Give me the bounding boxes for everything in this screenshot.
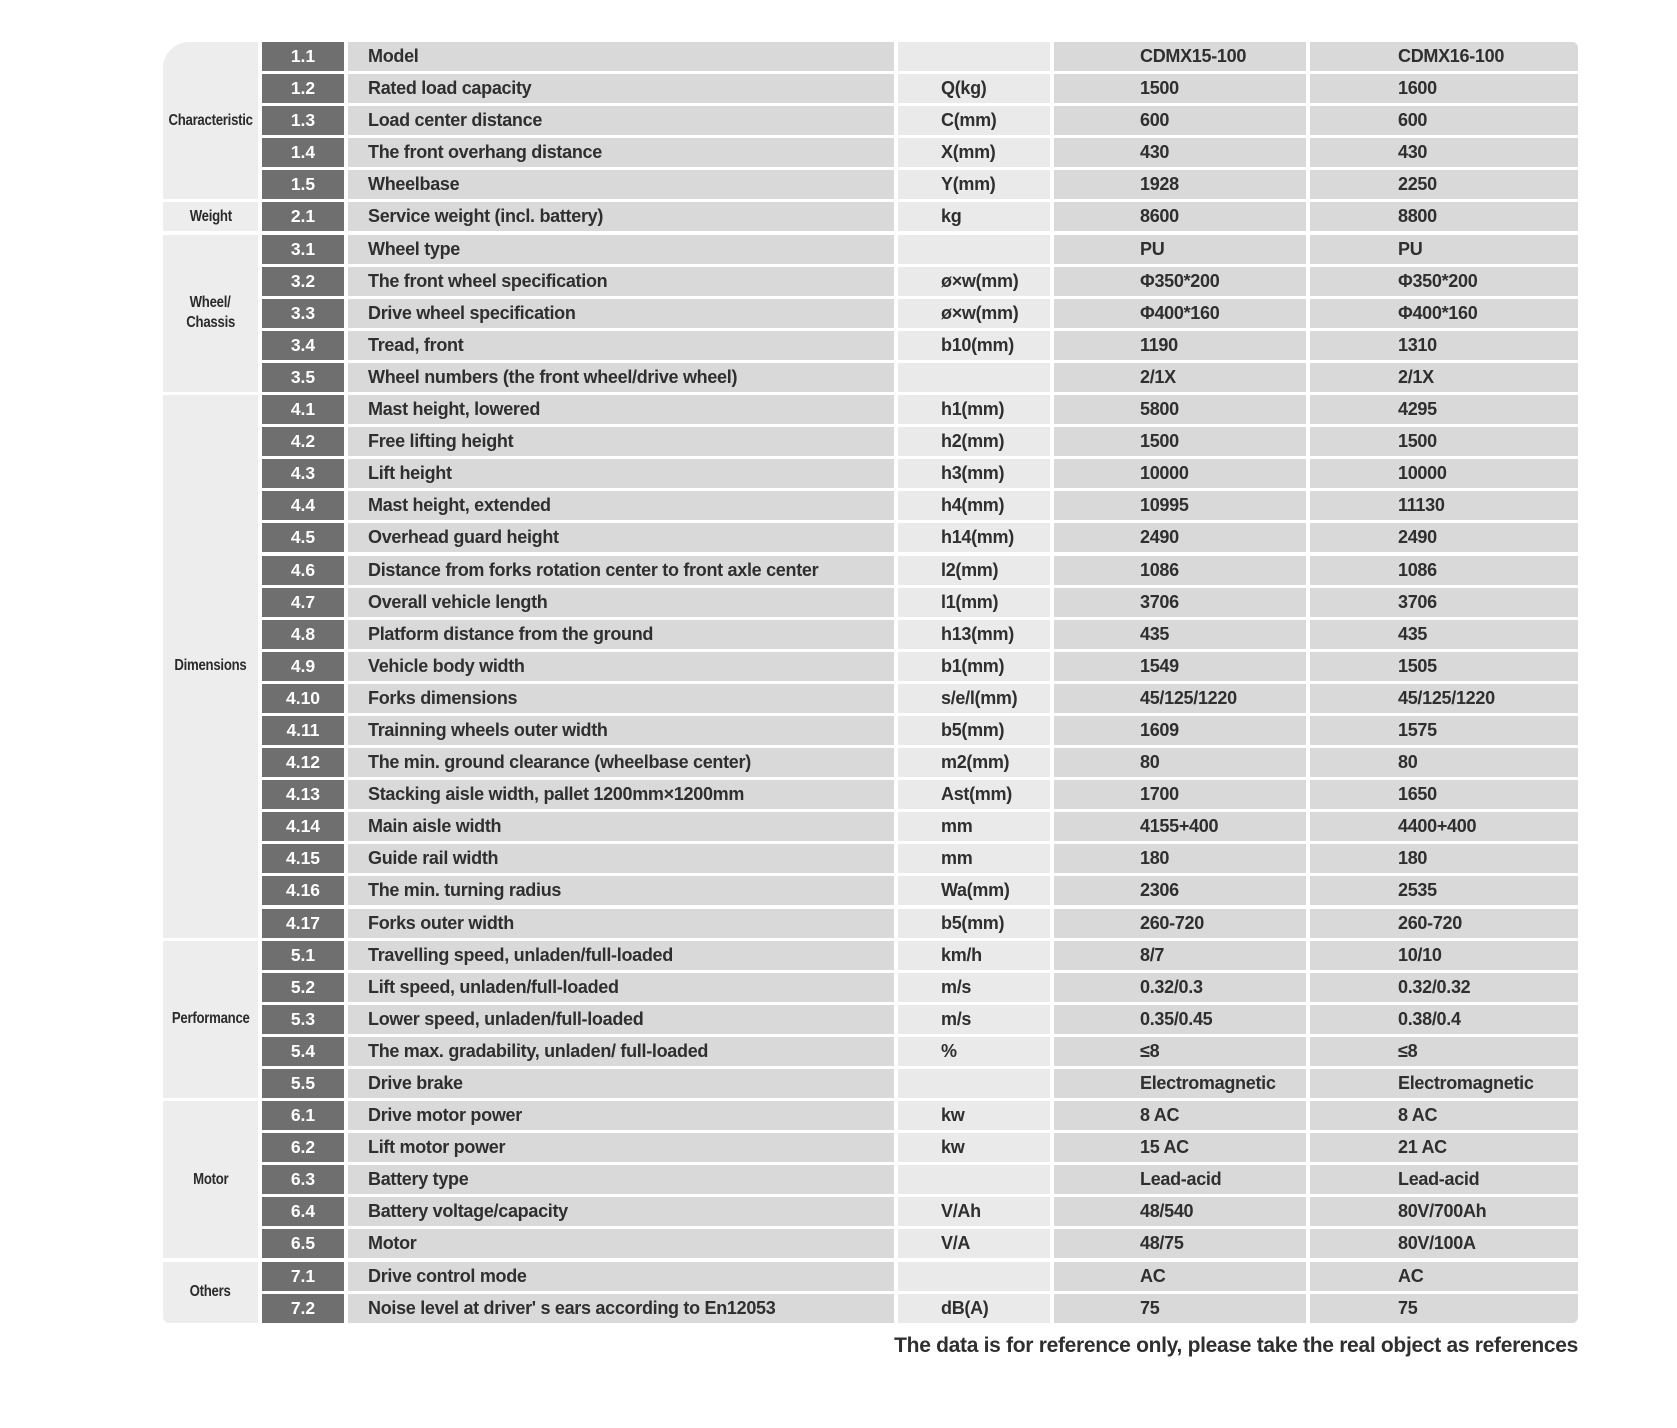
value-cell-model-1: Φ350*200	[1054, 267, 1306, 296]
unit-cell: kw	[898, 1133, 1050, 1162]
row-number-cell: 6.3	[262, 1165, 344, 1194]
category-label-line: Dimensions	[174, 657, 247, 675]
unit-cell: kg	[898, 202, 1050, 231]
unit-cell	[898, 1262, 1050, 1291]
value-cell-model-1: 1086	[1054, 556, 1306, 585]
row-number-cell: 4.5	[262, 523, 344, 552]
category-label	[163, 941, 258, 1098]
value-cell-model-2: 10/10	[1310, 941, 1578, 970]
row-number-cell: 6.5	[262, 1229, 344, 1258]
unit-cell: Y(mm)	[898, 170, 1050, 199]
category-label-line: Weight	[189, 207, 232, 225]
unit-cell: b5(mm)	[898, 909, 1050, 938]
value-cell-model-2: 1575	[1310, 716, 1578, 745]
unit-cell: ø×w(mm)	[898, 299, 1050, 328]
row-number-cell: 2.1	[262, 202, 344, 231]
row-number-cell: 4.17	[262, 909, 344, 938]
row-number-cell: 4.6	[262, 556, 344, 585]
unit-cell	[898, 235, 1050, 264]
unit-cell: dB(A)	[898, 1294, 1050, 1323]
spec-name-cell: The front wheel specification	[348, 267, 894, 296]
row-number-cell: 4.7	[262, 588, 344, 617]
value-cell-model-2: 260-720	[1310, 909, 1578, 938]
spec-name-cell: Tread, front	[348, 331, 894, 360]
unit-cell: b5(mm)	[898, 716, 1050, 745]
spec-name-cell: Mast height, lowered	[348, 395, 894, 424]
row-number-cell: 5.5	[262, 1069, 344, 1098]
value-cell-model-1: 430	[1054, 138, 1306, 167]
unit-cell: X(mm)	[898, 138, 1050, 167]
value-cell-model-2: 11130	[1310, 491, 1578, 520]
value-cell-model-2: 21 AC	[1310, 1133, 1578, 1162]
unit-cell: l2(mm)	[898, 556, 1050, 585]
unit-cell: h14(mm)	[898, 523, 1050, 552]
value-cell-model-1: 435	[1054, 620, 1306, 649]
spec-name-cell: The max. gradability, unladen/ full-loaded	[348, 1037, 894, 1066]
value-cell-model-2: 0.38/0.4	[1310, 1005, 1578, 1034]
spec-name-cell: Forks outer width	[348, 909, 894, 938]
value-cell-model-1: ≤8	[1054, 1037, 1306, 1066]
unit-cell	[898, 363, 1050, 392]
spec-name-cell: Lift speed, unladen/full-loaded	[348, 973, 894, 1002]
category-label-line: Characteristic	[168, 111, 253, 129]
value-cell-model-1: 48/540	[1054, 1197, 1306, 1226]
value-cell-model-2: 45/125/1220	[1310, 684, 1578, 713]
value-cell-model-2: 3706	[1310, 588, 1578, 617]
category-label	[163, 1262, 258, 1323]
category-label	[163, 202, 258, 231]
value-cell-model-2: 8 AC	[1310, 1101, 1578, 1130]
spec-name-cell: Stacking aisle width, pallet 1200mm×1200mm	[348, 780, 894, 809]
value-cell-model-1: 0.32/0.3	[1054, 973, 1306, 1002]
value-cell-model-2: Φ350*200	[1310, 267, 1578, 296]
spec-name-cell: Service weight (incl. battery)	[348, 202, 894, 231]
spec-name-cell: Forks dimensions	[348, 684, 894, 713]
value-cell-model-2: 430	[1310, 138, 1578, 167]
row-number-cell: 1.2	[262, 74, 344, 103]
value-cell-model-1: 48/75	[1054, 1229, 1306, 1258]
value-cell-model-2: 600	[1310, 106, 1578, 135]
value-cell-model-1: 75	[1054, 1294, 1306, 1323]
value-cell-model-1: 45/125/1220	[1054, 684, 1306, 713]
value-cell-model-1: PU	[1054, 235, 1306, 264]
row-number-cell: 4.10	[262, 684, 344, 713]
row-number-cell: 4.3	[262, 459, 344, 488]
unit-cell: m/s	[898, 973, 1050, 1002]
spec-name-cell: Wheel type	[348, 235, 894, 264]
row-number-cell: 6.2	[262, 1133, 344, 1162]
spec-name-cell: Distance from forks rotation center to front axle center	[348, 556, 894, 585]
value-cell-model-1: 2/1X	[1054, 363, 1306, 392]
value-cell-model-1: 600	[1054, 106, 1306, 135]
spec-name-cell: Platform distance from the ground	[348, 620, 894, 649]
category-label-line: Wheel/	[190, 294, 231, 312]
category-label	[163, 42, 258, 199]
value-cell-model-2: 2490	[1310, 523, 1578, 552]
category-label-line: Chassis	[186, 314, 235, 332]
row-number-cell: 4.16	[262, 876, 344, 905]
unit-cell: b1(mm)	[898, 652, 1050, 681]
value-cell-model-1: 1549	[1054, 652, 1306, 681]
unit-cell	[898, 42, 1050, 71]
row-number-cell: 4.9	[262, 652, 344, 681]
spec-name-cell: Free lifting height	[348, 427, 894, 456]
footnote-text: The data is for reference only, please take the real object as references	[894, 1334, 1578, 1357]
unit-cell: mm	[898, 844, 1050, 873]
row-number-cell: 6.4	[262, 1197, 344, 1226]
value-cell-model-2: 4400+400	[1310, 812, 1578, 841]
value-cell-model-2: Lead-acid	[1310, 1165, 1578, 1194]
unit-cell: Wa(mm)	[898, 876, 1050, 905]
row-number-cell: 1.4	[262, 138, 344, 167]
value-cell-model-2: 1600	[1310, 74, 1578, 103]
row-number-cell: 4.1	[262, 395, 344, 424]
spec-name-cell: Overhead guard height	[348, 523, 894, 552]
row-number-cell: 3.4	[262, 331, 344, 360]
value-cell-model-2: 1310	[1310, 331, 1578, 360]
unit-cell: h13(mm)	[898, 620, 1050, 649]
value-cell-model-1: 10995	[1054, 491, 1306, 520]
unit-cell: ø×w(mm)	[898, 267, 1050, 296]
row-number-cell: 4.14	[262, 812, 344, 841]
spec-name-cell: Lift height	[348, 459, 894, 488]
value-cell-model-1: CDMX15-100	[1054, 42, 1306, 71]
value-cell-model-1: 1190	[1054, 331, 1306, 360]
row-number-cell: 7.2	[262, 1294, 344, 1323]
spec-name-cell: Trainning wheels outer width	[348, 716, 894, 745]
row-number-cell: 4.11	[262, 716, 344, 745]
unit-cell: s/e/l(mm)	[898, 684, 1050, 713]
value-cell-model-1: 8 AC	[1054, 1101, 1306, 1130]
category-label-line: Performance	[171, 1010, 250, 1028]
value-cell-model-2: 80	[1310, 748, 1578, 777]
unit-cell	[898, 1069, 1050, 1098]
spec-name-cell: Drive wheel specification	[348, 299, 894, 328]
unit-cell: V/Ah	[898, 1197, 1050, 1226]
spec-name-cell: Mast height, extended	[348, 491, 894, 520]
value-cell-model-2: AC	[1310, 1262, 1578, 1291]
value-cell-model-1: Electromagnetic	[1054, 1069, 1306, 1098]
value-cell-model-1: AC	[1054, 1262, 1306, 1291]
row-number-cell: 3.1	[262, 235, 344, 264]
value-cell-model-2: 75	[1310, 1294, 1578, 1323]
specification-table	[163, 42, 1578, 1323]
row-number-cell: 1.5	[262, 170, 344, 199]
value-cell-model-2: 80V/100A	[1310, 1229, 1578, 1258]
category-label-line: Others	[190, 1283, 231, 1301]
value-cell-model-1: 8/7	[1054, 941, 1306, 970]
value-cell-model-1: 1700	[1054, 780, 1306, 809]
row-number-cell: 5.4	[262, 1037, 344, 1066]
spec-name-cell: The front overhang distance	[348, 138, 894, 167]
spec-name-cell: Travelling speed, unladen/full-loaded	[348, 941, 894, 970]
spec-name-cell: Battery voltage/capacity	[348, 1197, 894, 1226]
row-number-cell: 5.2	[262, 973, 344, 1002]
value-cell-model-1: 8600	[1054, 202, 1306, 231]
value-cell-model-2: 1086	[1310, 556, 1578, 585]
spec-name-cell: Wheelbase	[348, 170, 894, 199]
spec-name-cell: Overall vehicle length	[348, 588, 894, 617]
unit-cell: b10(mm)	[898, 331, 1050, 360]
spec-name-cell: Drive motor power	[348, 1101, 894, 1130]
value-cell-model-2: ≤8	[1310, 1037, 1578, 1066]
unit-cell: m2(mm)	[898, 748, 1050, 777]
row-number-cell: 4.8	[262, 620, 344, 649]
value-cell-model-2: Φ400*160	[1310, 299, 1578, 328]
spec-name-cell: Lower speed, unladen/full-loaded	[348, 1005, 894, 1034]
value-cell-model-1: 0.35/0.45	[1054, 1005, 1306, 1034]
unit-cell: C(mm)	[898, 106, 1050, 135]
value-cell-model-1: 180	[1054, 844, 1306, 873]
value-cell-model-2: 1505	[1310, 652, 1578, 681]
value-cell-model-2: 10000	[1310, 459, 1578, 488]
value-cell-model-2: 1650	[1310, 780, 1578, 809]
unit-cell: h3(mm)	[898, 459, 1050, 488]
value-cell-model-1: 5800	[1054, 395, 1306, 424]
unit-cell	[898, 1165, 1050, 1194]
value-cell-model-1: 3706	[1054, 588, 1306, 617]
spec-name-cell: Model	[348, 42, 894, 71]
value-cell-model-2: 80V/700Ah	[1310, 1197, 1578, 1226]
category-label	[163, 395, 258, 938]
row-number-cell: 3.3	[262, 299, 344, 328]
value-cell-model-1: 15 AC	[1054, 1133, 1306, 1162]
value-cell-model-2: 1500	[1310, 427, 1578, 456]
value-cell-model-2: 435	[1310, 620, 1578, 649]
value-cell-model-2: PU	[1310, 235, 1578, 264]
value-cell-model-2: 2250	[1310, 170, 1578, 199]
value-cell-model-2: 2/1X	[1310, 363, 1578, 392]
spec-name-cell: The min. turning radius	[348, 876, 894, 905]
value-cell-model-1: Φ400*160	[1054, 299, 1306, 328]
row-number-cell: 7.1	[262, 1262, 344, 1291]
row-number-cell: 4.13	[262, 780, 344, 809]
unit-cell: h4(mm)	[898, 491, 1050, 520]
value-cell-model-2: CDMX16-100	[1310, 42, 1578, 71]
row-number-cell: 5.1	[262, 941, 344, 970]
unit-cell: km/h	[898, 941, 1050, 970]
unit-cell: mm	[898, 812, 1050, 841]
value-cell-model-1: 1500	[1054, 427, 1306, 456]
value-cell-model-2: Electromagnetic	[1310, 1069, 1578, 1098]
unit-cell: h1(mm)	[898, 395, 1050, 424]
spec-name-cell: Motor	[348, 1229, 894, 1258]
spec-name-cell: Lift motor power	[348, 1133, 894, 1162]
row-number-cell: 4.15	[262, 844, 344, 873]
row-number-cell: 3.2	[262, 267, 344, 296]
spec-name-cell: Noise level at driver' s ears according to En12053	[348, 1294, 894, 1323]
spec-name-cell: Load center distance	[348, 106, 894, 135]
value-cell-model-1: 1609	[1054, 716, 1306, 745]
value-cell-model-1: 2490	[1054, 523, 1306, 552]
spec-name-cell: Drive brake	[348, 1069, 894, 1098]
value-cell-model-2: 8800	[1310, 202, 1578, 231]
value-cell-model-1: 1928	[1054, 170, 1306, 199]
category-label	[163, 1101, 258, 1258]
value-cell-model-2: 2535	[1310, 876, 1578, 905]
row-number-cell: 5.3	[262, 1005, 344, 1034]
unit-cell: kw	[898, 1101, 1050, 1130]
value-cell-model-2: 4295	[1310, 395, 1578, 424]
value-cell-model-1: 10000	[1054, 459, 1306, 488]
row-number-cell: 4.4	[262, 491, 344, 520]
spec-name-cell: Vehicle body width	[348, 652, 894, 681]
spec-name-cell: Battery type	[348, 1165, 894, 1194]
unit-cell: h2(mm)	[898, 427, 1050, 456]
spec-name-cell: Guide rail width	[348, 844, 894, 873]
unit-cell: l1(mm)	[898, 588, 1050, 617]
value-cell-model-2: 180	[1310, 844, 1578, 873]
row-number-cell: 4.2	[262, 427, 344, 456]
row-number-cell: 1.3	[262, 106, 344, 135]
spec-name-cell: Wheel numbers (the front wheel/drive wheel)	[348, 363, 894, 392]
category-label	[163, 235, 258, 392]
unit-cell: Q(kg)	[898, 74, 1050, 103]
spec-name-cell: Rated load capacity	[348, 74, 894, 103]
category-label-line: Motor	[192, 1170, 229, 1188]
unit-cell: V/A	[898, 1229, 1050, 1258]
spec-name-cell: Main aisle width	[348, 812, 894, 841]
unit-cell: m/s	[898, 1005, 1050, 1034]
row-number-cell: 4.12	[262, 748, 344, 777]
row-number-cell: 6.1	[262, 1101, 344, 1130]
value-cell-model-1: 80	[1054, 748, 1306, 777]
value-cell-model-1: 4155+400	[1054, 812, 1306, 841]
value-cell-model-1: 1500	[1054, 74, 1306, 103]
value-cell-model-2: 0.32/0.32	[1310, 973, 1578, 1002]
value-cell-model-1: Lead-acid	[1054, 1165, 1306, 1194]
value-cell-model-1: 2306	[1054, 876, 1306, 905]
row-number-cell: 1.1	[262, 42, 344, 71]
unit-cell: %	[898, 1037, 1050, 1066]
row-number-cell: 3.5	[262, 363, 344, 392]
spec-name-cell: Drive control mode	[348, 1262, 894, 1291]
unit-cell: Ast(mm)	[898, 780, 1050, 809]
value-cell-model-1: 260-720	[1054, 909, 1306, 938]
spec-name-cell: The min. ground clearance (wheelbase center)	[348, 748, 894, 777]
